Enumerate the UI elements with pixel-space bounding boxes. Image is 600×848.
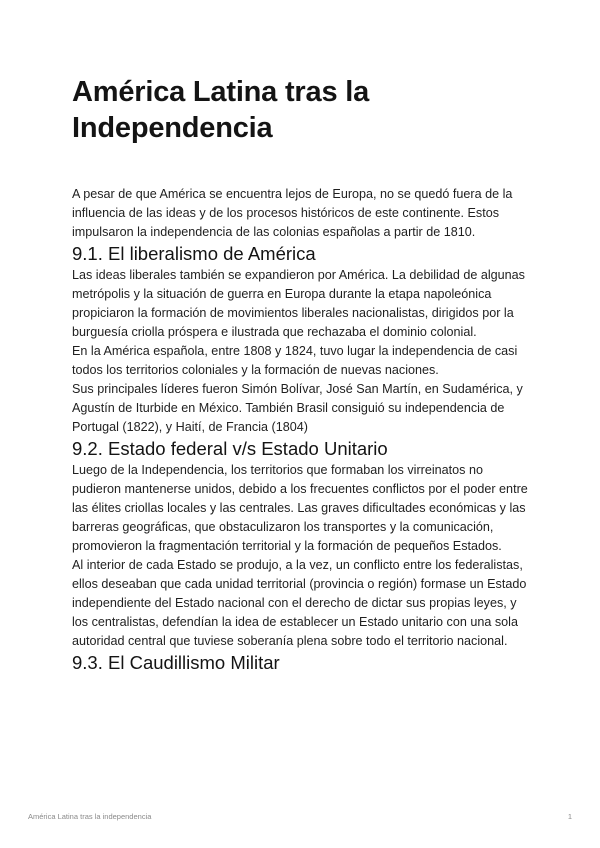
page-title: América Latina tras la Independencia xyxy=(72,76,370,144)
section-1-paragraph-3: Sus principales líderes fueron Simón Bolívar, José San Martín, en Sudamérica, y Agustín de Iturbide en México. También Brasil consiguió su independencia de Portugal (1822), y Haití, de Francia (1804) xyxy=(72,382,523,434)
section-heading-caudillismo: 9.3. El Caudillismo Militar xyxy=(72,652,280,673)
section-heading-estado-federal: 9.2. Estado federal v/s Estado Unitario xyxy=(72,438,388,459)
section-heading-liberalismo: 9.1. El liberalismo de América xyxy=(72,243,316,264)
page-footer xyxy=(28,811,572,823)
section-2-paragraph-2: Al interior de cada Estado se produjo, a la vez, un conflicto entre los federalistas, ellos deseaban que cada unidad territorial (provincia o región) formase un Estado independiente del Estado nacional con el derecho de dictar sus propias leyes, y los centralistas, defendían la idea de establecer un Estado unitario con una sola autoridad central que tuviese soberanía plena sobre todo el territorio nacional. xyxy=(72,558,527,648)
section-1-paragraph-2: En la América española, entre 1808 y 1824, tuvo lugar la independencia de casi todos los territorios coloniales y la formación de nuevas naciones. xyxy=(72,344,518,377)
section-2-paragraph-1: Luego de la Independencia, los territorios que formaban los virreinatos no pudieron mantenerse unidos, debido a los frecuentes conflictos por el poder entre las élites criollas locales y las centrales. Las graves dificultades económicas y las barreras geográficas, que obstaculizaron los transportes y la comunicación, promovieron la fragmentación territorial y la formación de pequeños Estados. xyxy=(72,463,528,553)
footer-page-number: 1 xyxy=(567,812,572,821)
footer-document-title: América Latina tras la independencia xyxy=(28,812,152,821)
section-1-paragraph-1: Las ideas liberales también se expandieron por América. La debilidad de algunas metrópolis y la situación de guerra en Europa durante la etapa napoleónica propiciaron la formación de movimientos liberales nacionalistas, dirigidos por la burguesía criolla próspera e ilustrada que rechazaba el dominio colonial. xyxy=(72,268,525,339)
intro-paragraph: A pesar de que América se encuentra lejos de Europa, no se quedó fuera de la influencia de las ideas y de los procesos históricos de este continente. Estos impulsaron la independencia de las colonias españolas a partir de 1810. xyxy=(72,187,513,239)
page-content xyxy=(72,74,528,675)
